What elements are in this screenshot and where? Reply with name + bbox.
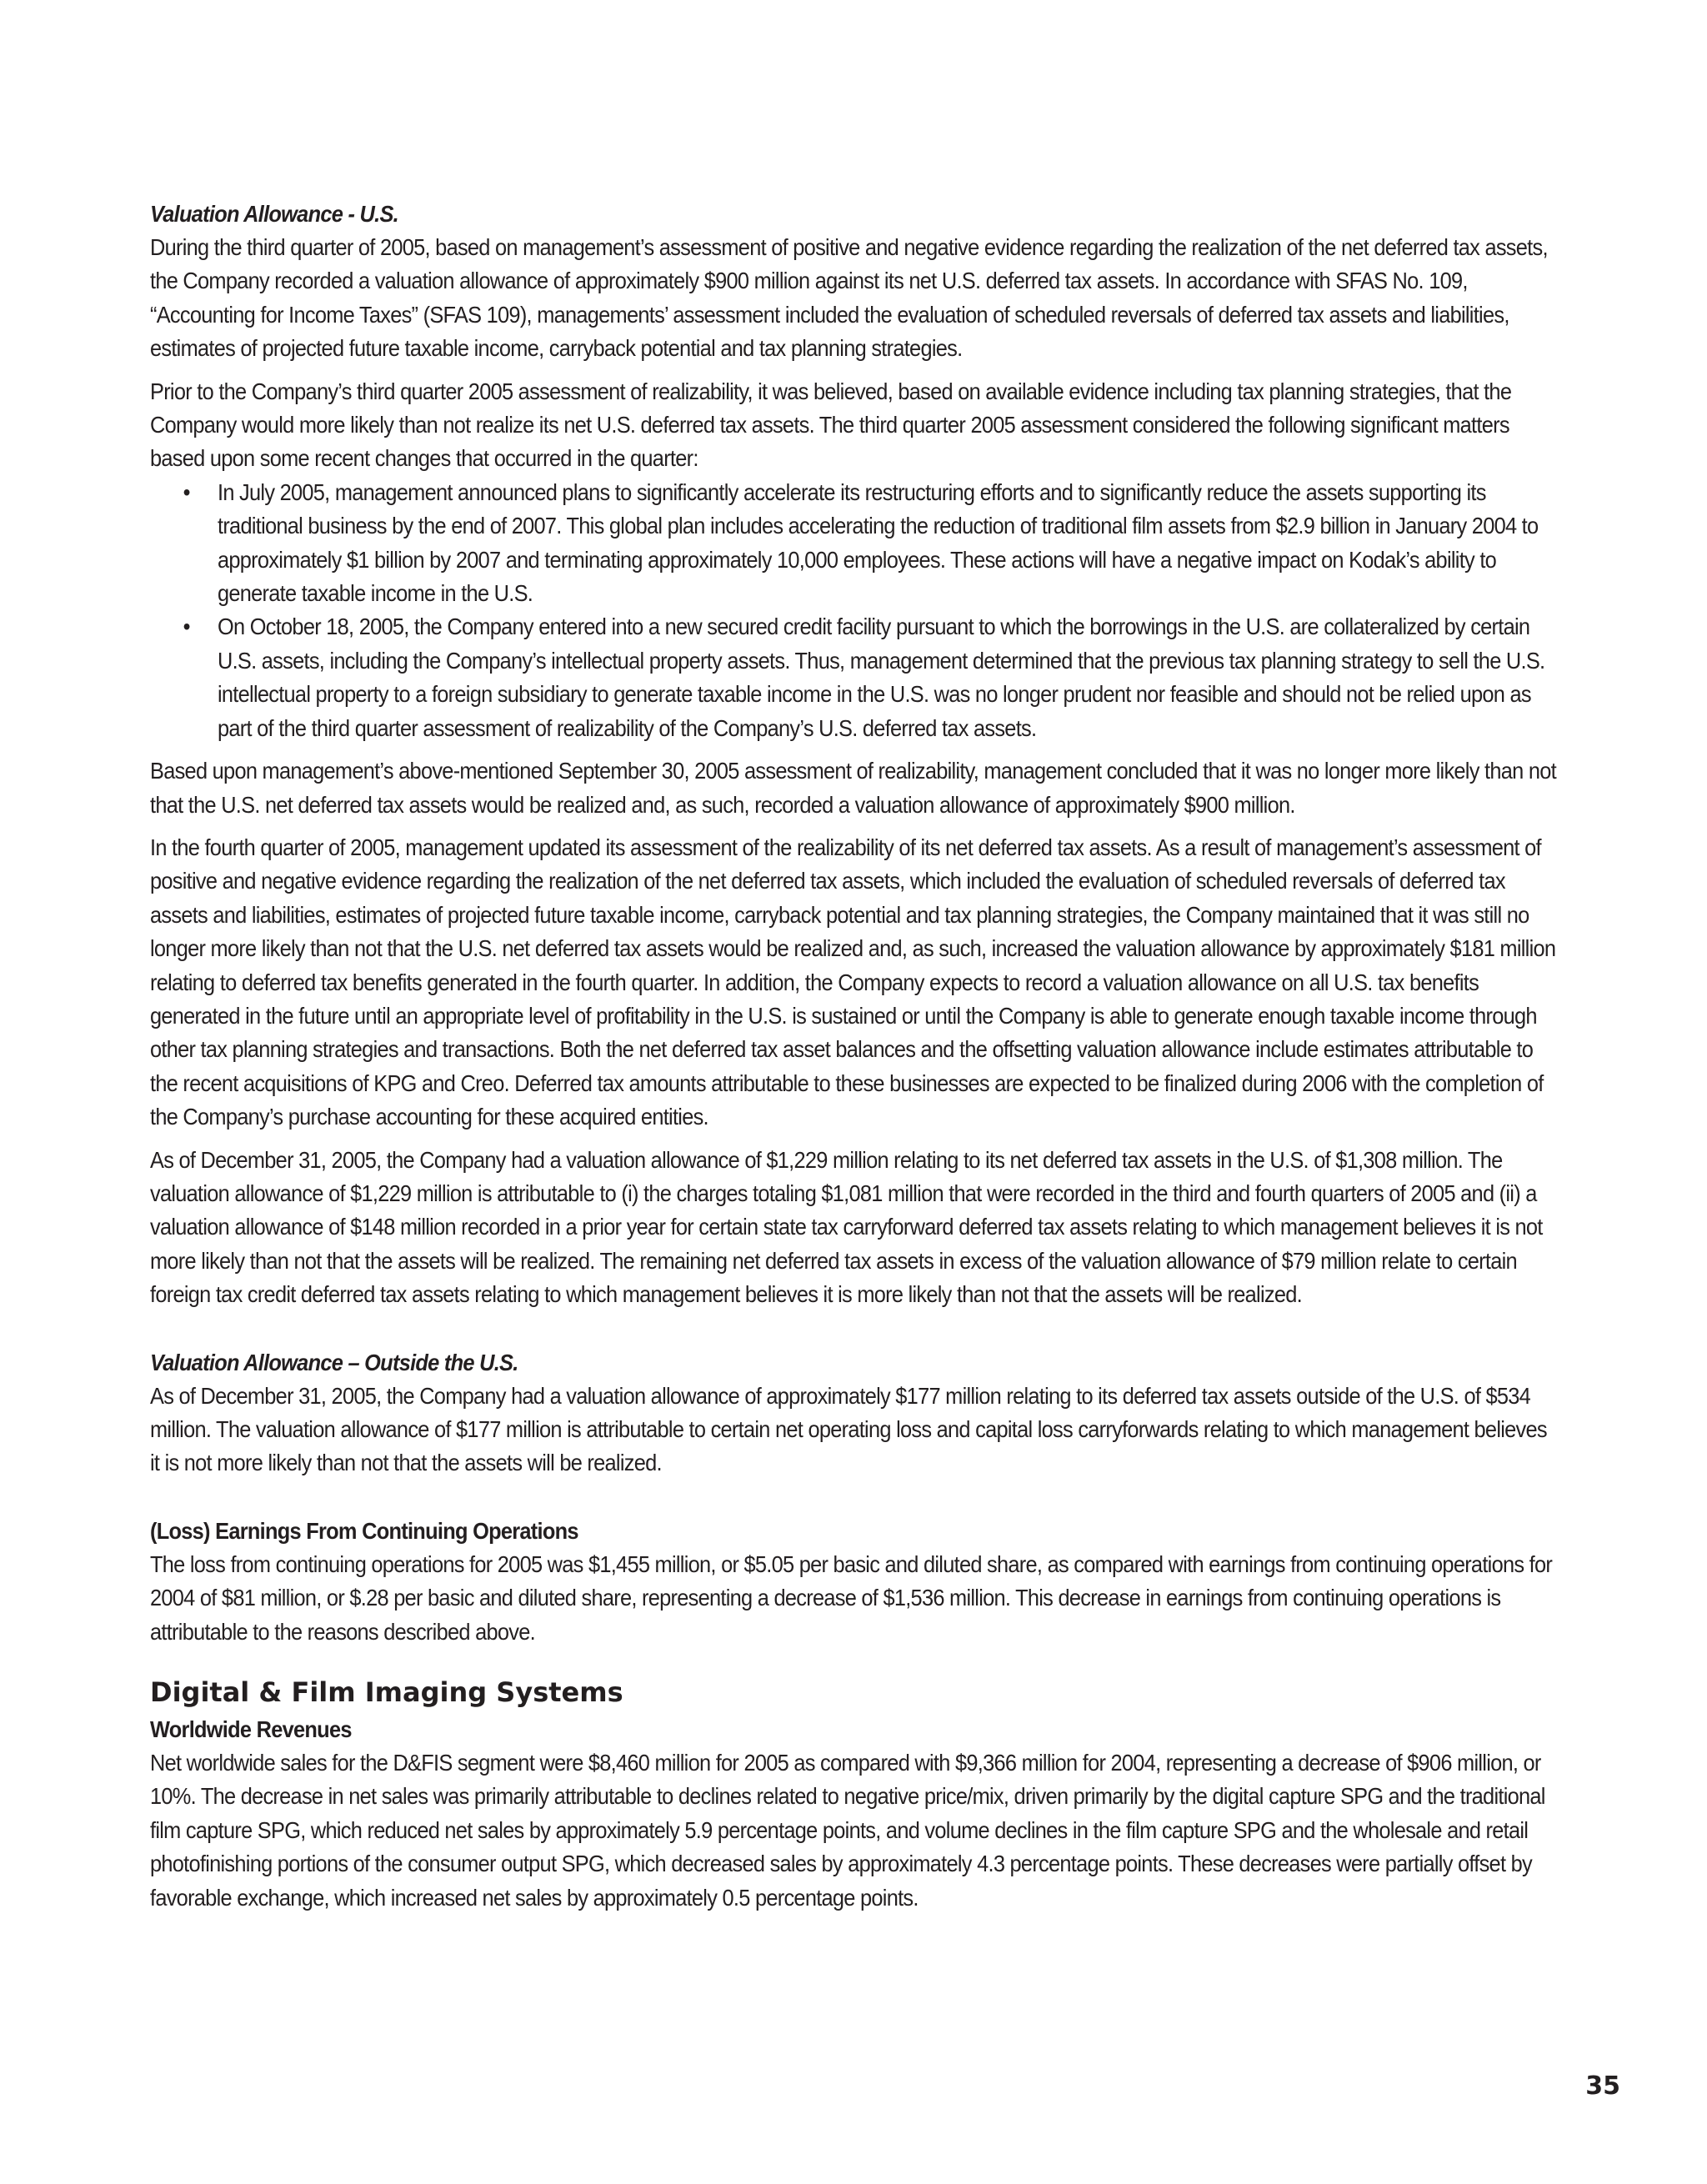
paragraph: In the fourth quarter of 2005, management updated its assessment of the realizability of its net deferred tax assets. As a result of management’s assessment of positive and negative evidence regarding the realization of the net deferred tax assets, which included the evaluation of scheduled reversals of deferred tax assets and liabilities, estimates of projected future taxable income, carryback potential and tax planning strategies, the Company maintained that it was still no longer more likely than not that the U.S. net deferred tax assets would be realized and, as such, increased the valuation allowance by approximately $181 million relating to deferred tax benefits generated in the fourth quarter. In addition, the Company expects to record a valuation allowance on all U.S. tax benefits generated in the future until an appropriate level of profitability in the U.S. is sustained or until the Company is able to generate enough taxable income through other tax planning strategies and transactions. Both the net deferred tax asset balances and the offsetting valuation allowance include estimates attributable to the recent acquisitions of KPG and Creo. Deferred tax amounts attributable to these businesses are expected to be finalized during 2006 with the completion of the Company’s purchase accounting for these acquired entities. [150,833,1556,1130]
list-item [150,609,1557,744]
list-item-text: On October 18, 2005, the Company entered into a new secured credit facility pursuant to which the borrowings in the U.S. are collateralized by certain U.S. assets, including the Company’s intellectual property assets. Thus, management determined that the previous tax planning strategy to sell the U.S. intellectual property to a foreign subsidiary to generate taxable income in the U.S. was no longer prudent nor feasible and should not be relied upon as part of the third quarter assessment of realizability of the Company’s U.S. deferred tax assets. [218,613,1545,741]
paragraph: As of December 31, 2005, the Company had a valuation allowance of approximately $177 million relating to its deferred tax assets outside of the U.S. of $534 million. The valuation allowance of $177 million is attributable to certain net operating loss and capital loss carryforwards relating to which management believes it is not more likely than not that the assets will be realized. [150,1381,1547,1476]
bullet-list [150,475,1559,744]
list-item-text: In July 2005, management announced plans to significantly accelerate its restructuring efforts and to significantly reduce the assets supporting its traditional business by the end of 2007. This global plan includes accelerating the reduction of traditional film assets from $2.9 billion in January 2004 to approximately $1 billion by 2007 and terminating approximately 10,000 employees. These actions will have a negative impact on Kodak’s ability to generate taxable income in the U.S. [218,478,1539,607]
paragraph: Prior to the Company’s third quarter 2005 assessment of realizability, it was believed, based on available evidence including tax planning strategies, that the Company would more likely than not realize its net U.S. deferred tax assets. The third quarter 2005 assessment considered the following significant matters based upon some recent changes that occurred in the quarter: [150,377,1512,472]
heading-valuation-allowance-outside-us: Valuation Allowance – Outside the U.S. [150,1348,518,1375]
heading-valuation-allowance-us: Valuation Allowance - U.S. [150,200,398,227]
section-title-dfis: Digital & Film Imaging Systems [150,1676,623,1709]
paragraph: As of December 31, 2005, the Company had a valuation allowance of $1,229 million relating to its net deferred tax assets in the U.S. of $1,308 million. The valuation allowance of $1,229 million is attributable to (i) the charges totaling $1,081 million that were recorded in the third and fourth quarters of 2005 and (ii) a valuation allowance of $148 million recorded in a prior year for certain state tax carryforward deferred tax assets relating to which management believes it is not more likely than not that the assets will be realized. The remaining net deferred tax assets in excess of the valuation allowance of $79 million relate to certain foreign tax credit deferred tax assets relating to which management believes it is more likely than not that the assets will be realized. [150,1145,1543,1308]
document-body [150,197,1559,1923]
heading-worldwide-revenues: Worldwide Revenues [150,1716,352,1743]
bullet-glyph: • [183,478,190,505]
paragraph: During the third quarter of 2005, based on management’s assessment of positive and negative evidence regarding the realization of the net deferred tax assets, the Company recorded a valuation allowance of approximately $900 million against its net U.S. deferred tax assets. In accordance with SFAS No. 109, “Accounting for Income Taxes” (SFAS 109), managements’ assessment included the evaluation of scheduled reversals of deferred tax assets and liabilities, estimates of projected future taxable income, carryback potential and tax planning strategies. [150,233,1548,362]
paragraph: Net worldwide sales for the D&FIS segment were $8,460 million for 2005 as compared with $9,366 million for 2004, representing a decrease of $906 million, or 10%. The decrease in net sales was primarily attributable to declines related to negative price/mix, driven primarily by the digital capture SPG and the traditional film capture SPG, which reduced net sales by approximately 5.9 percentage points, and volume declines in the film capture SPG and the wholesale and retail photofinishing portions of the consumer output SPG, which decreased sales by approximately 4.3 percentage points. These decreases were partially offset by favorable exchange, which increased net sales by approximately 0.5 percentage points. [150,1749,1545,1911]
heading-loss-earnings: (Loss) Earnings From Continuing Operations [150,1516,578,1544]
paragraph: The loss from continuing operations for 2005 was $1,455 million, or $5.05 per basic and diluted share, as compared with earnings from continuing operations for 2004 of $81 million, or $.28 per basic and diluted share, representing a decrease of $1,536 million. This decrease in earnings from continuing operations is attributable to the reasons described above. [150,1550,1553,1645]
list-item [150,475,1557,610]
bullet-glyph: • [183,613,190,640]
page-number: 35 [1585,2071,1620,2101]
paragraph: Based upon management’s above-mentioned September 30, 2005 assessment of realizability, management concluded that it was no longer more likely than not that the U.S. net deferred tax assets would be realized and, as such, recorded a valuation allowance of approximately $900 million. [150,757,1556,818]
